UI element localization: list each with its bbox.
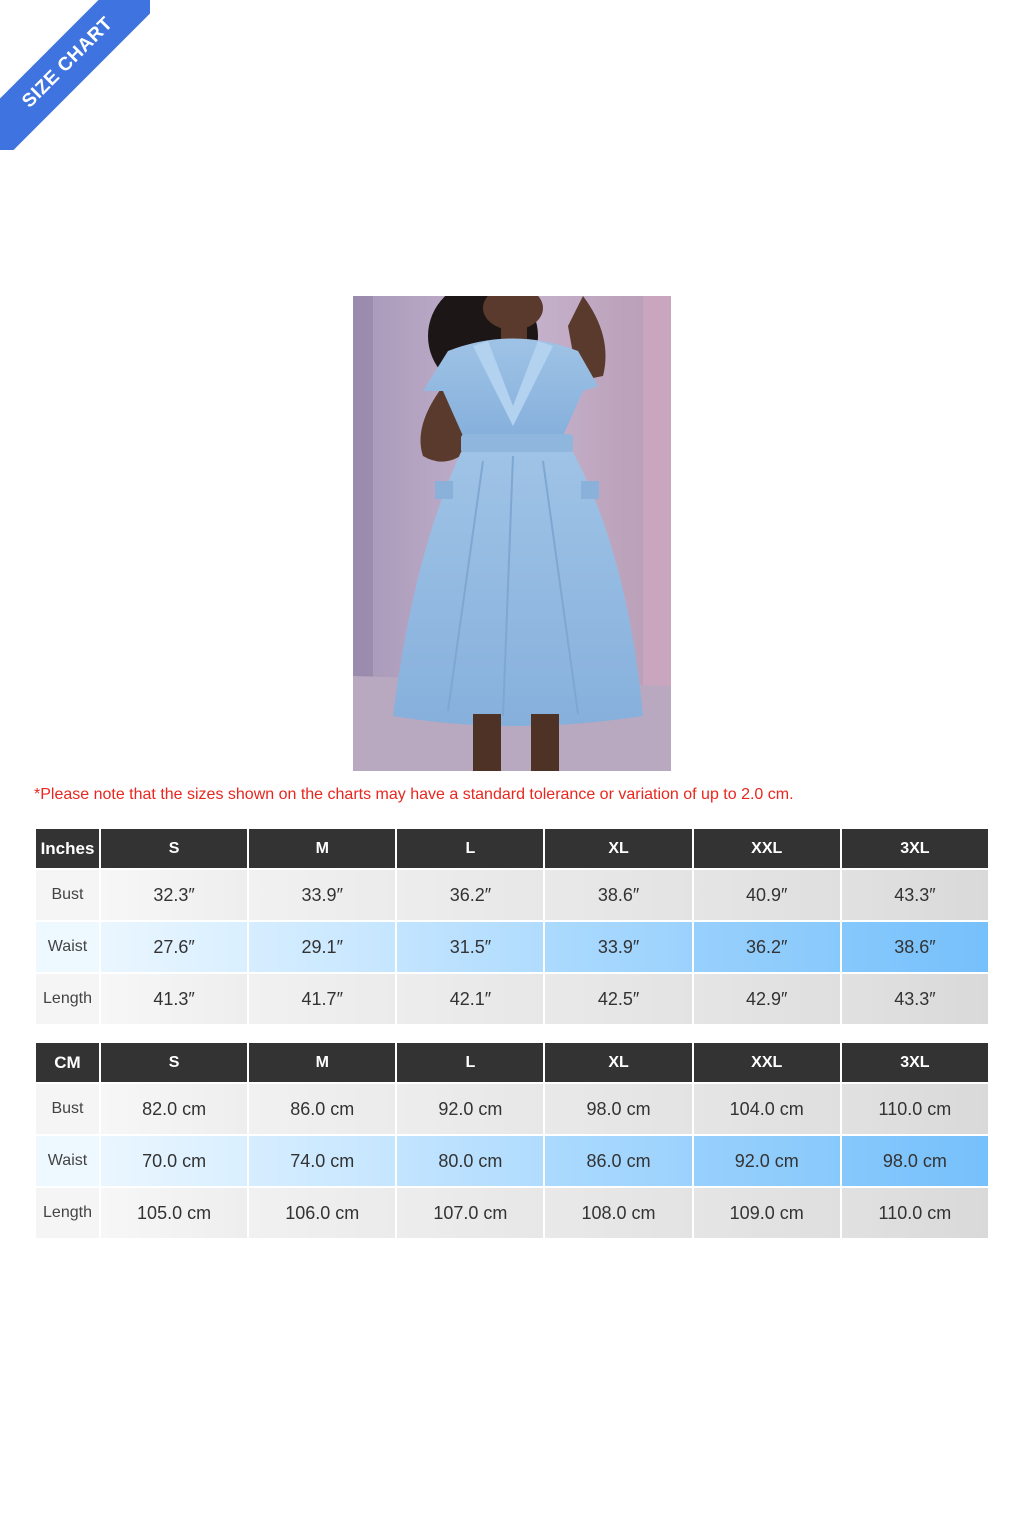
size-table-cm [34, 1041, 990, 1240]
table-cell: 40.9″ [694, 870, 840, 920]
table-cell: 98.0 cm [842, 1136, 988, 1186]
size-header-xl: XL [545, 1043, 691, 1082]
table-cell: 92.0 cm [694, 1136, 840, 1186]
table-cell: 42.5″ [545, 974, 691, 1024]
size-header-m: M [249, 829, 395, 868]
table-cell: 109.0 cm [694, 1188, 840, 1238]
row-label: Waist [36, 922, 99, 972]
unit-header: Inches [36, 829, 99, 868]
table-cell: 41.7″ [249, 974, 395, 1024]
tolerance-note: *Please note that the sizes shown on the charts may have a standard tolerance or variation of up to 2.0 cm. [34, 786, 794, 803]
row-label: Waist [36, 1136, 99, 1186]
unit-header: CM [36, 1043, 99, 1082]
table-cell: 80.0 cm [397, 1136, 543, 1186]
size-table-inches [34, 827, 990, 1026]
size-header-m: M [249, 1043, 395, 1082]
table-row-length [36, 1188, 988, 1238]
table-cell: 86.0 cm [249, 1084, 395, 1134]
size-header-3xl: 3XL [842, 829, 988, 868]
table-cell: 98.0 cm [545, 1084, 691, 1134]
table-cell: 42.9″ [694, 974, 840, 1024]
size-chart-ribbon [0, 0, 150, 150]
size-header-xxl: XXL [694, 1043, 840, 1082]
table-row-length [36, 974, 988, 1024]
table-row-waist [36, 1136, 988, 1186]
table-row-waist [36, 922, 988, 972]
dress-illustration [353, 296, 671, 771]
table-cell: 36.2″ [694, 922, 840, 972]
table-cell: 36.2″ [397, 870, 543, 920]
size-header-xl: XL [545, 829, 691, 868]
size-header-xxl: XXL [694, 829, 840, 868]
table-cell: 41.3″ [101, 974, 247, 1024]
table-row-bust [36, 1084, 988, 1134]
table-cell: 105.0 cm [101, 1188, 247, 1238]
table-cell: 38.6″ [842, 922, 988, 972]
size-header-s: S [101, 1043, 247, 1082]
table-cell: 38.6″ [545, 870, 691, 920]
table-cell: 70.0 cm [101, 1136, 247, 1186]
table-row-bust [36, 870, 988, 920]
table-cell: 43.3″ [842, 870, 988, 920]
table-cell: 110.0 cm [842, 1084, 988, 1134]
table-cell: 86.0 cm [545, 1136, 691, 1186]
table-cell: 31.5″ [397, 922, 543, 972]
size-header-l: L [397, 1043, 543, 1082]
size-header-3xl: 3XL [842, 1043, 988, 1082]
table-cell: 32.3″ [101, 870, 247, 920]
row-label: Length [36, 974, 99, 1024]
table-cell: 33.9″ [545, 922, 691, 972]
table-cell: 82.0 cm [101, 1084, 247, 1134]
size-header-s: S [101, 829, 247, 868]
row-label: Length [36, 1188, 99, 1238]
table-cell: 29.1″ [249, 922, 395, 972]
table-cell: 33.9″ [249, 870, 395, 920]
table-cell: 106.0 cm [249, 1188, 395, 1238]
table-cell: 108.0 cm [545, 1188, 691, 1238]
table-cell: 74.0 cm [249, 1136, 395, 1186]
table-cell: 43.3″ [842, 974, 988, 1024]
row-label: Bust [36, 1084, 99, 1134]
ribbon-label: SIZE CHART [0, 0, 150, 150]
row-label: Bust [36, 870, 99, 920]
table-cell: 104.0 cm [694, 1084, 840, 1134]
table-cell: 92.0 cm [397, 1084, 543, 1134]
table-header-row [36, 1043, 988, 1082]
size-header-l: L [397, 829, 543, 868]
product-photo [353, 296, 671, 771]
table-header-row [36, 829, 988, 868]
table-cell: 107.0 cm [397, 1188, 543, 1238]
table-cell: 110.0 cm [842, 1188, 988, 1238]
table-cell: 27.6″ [101, 922, 247, 972]
table-cell: 42.1″ [397, 974, 543, 1024]
